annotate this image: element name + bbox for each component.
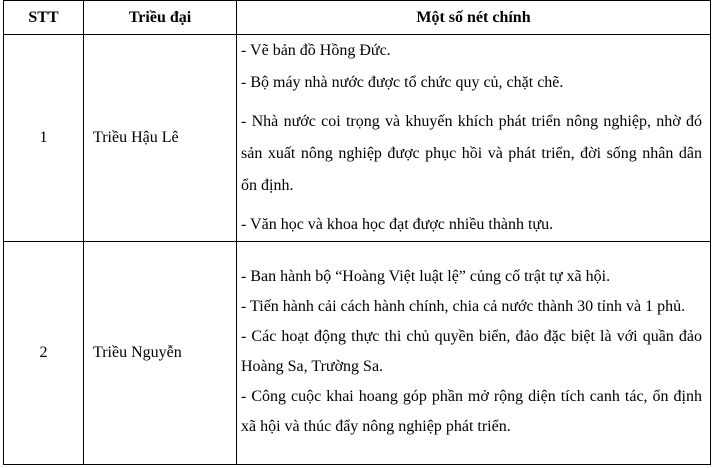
feature-point: - Bộ máy nhà nước được tổ chức quy củ, chặt chẽ. xyxy=(241,74,564,91)
table-row xyxy=(4,242,711,465)
feature-point: - Công cuộc khai hoang góp phần mở rộng diện tích canh tác, ổn định xã hội và thúc đẩy nông nghiệp phát triển. xyxy=(241,388,702,435)
feature-point: - Tiến hành cải cách hành chính, chia cả nước thành 30 tỉnh và 1 phủ. xyxy=(241,298,686,315)
row-dynasty: Triều Nguyễn xyxy=(84,242,237,465)
header-features: Một số nét chính xyxy=(237,1,711,35)
header-stt: STT xyxy=(4,1,84,35)
feature-point: - Văn học và khoa học đạt được nhiều thành tựu. xyxy=(241,216,554,233)
row-dynasty: Triều Hậu Lê xyxy=(84,35,237,242)
row-features xyxy=(237,35,711,242)
header-dynasty: Triều đại xyxy=(84,1,237,35)
feature-point: - Ban hành bộ “Hoàng Việt luật lệ” củng cố trật tự xã hội. xyxy=(241,268,611,285)
dynasty-table xyxy=(3,0,711,465)
feature-point: - Các hoạt động thực thi chủ quyền biển, đảo đặc biệt là với quần đảo Hoàng Sa, Trường Sa. xyxy=(241,328,702,375)
feature-point: - Nhà nước coi trọng và khuyến khích phát triển nông nghiệp, nhờ đó sản xuất nông nghiệp được phục hồi và phát triển, đời sống nhân dân ổn định. xyxy=(241,113,702,194)
header-row xyxy=(4,1,711,35)
feature-point: - Vẽ bản đồ Hồng Đức. xyxy=(241,42,391,59)
table-row xyxy=(4,35,711,242)
row-features xyxy=(237,242,711,465)
row-stt: 2 xyxy=(4,242,84,465)
row-stt: 1 xyxy=(4,35,84,242)
